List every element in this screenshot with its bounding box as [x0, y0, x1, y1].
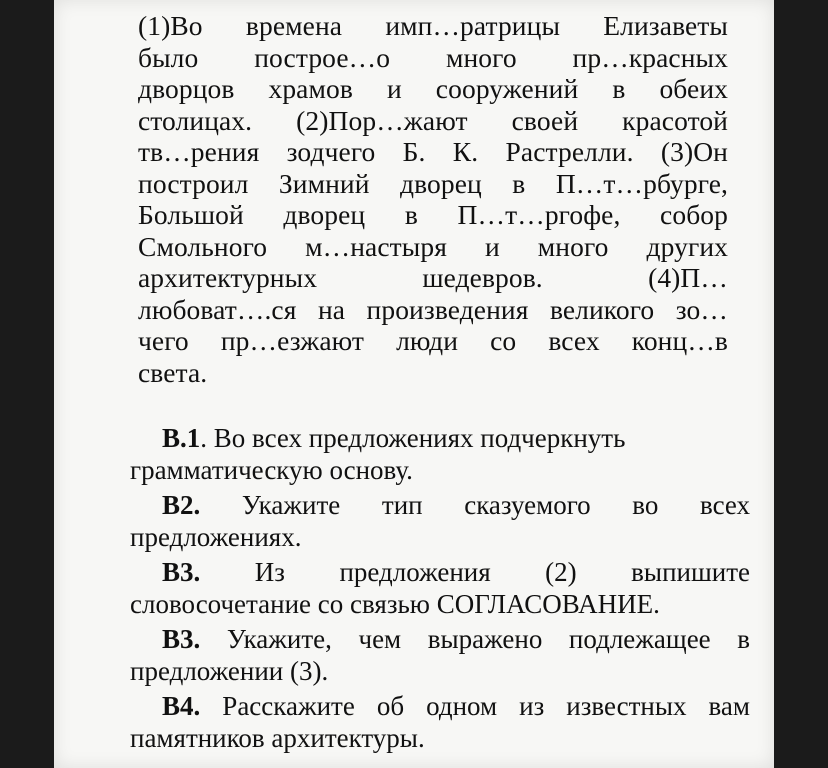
- task-first-line: [130, 623, 750, 655]
- task-item: [130, 422, 750, 486]
- task-item: [130, 489, 750, 553]
- text-passage: [138, 10, 728, 388]
- passage-line: столицах. (2)Пор…жают своей красотой: [138, 104, 728, 136]
- task-text: Расскажите об одном из известных вам: [222, 691, 751, 721]
- task-text: . Во всех предложениях подчеркнуть: [200, 423, 626, 453]
- task-number: В2.: [162, 490, 201, 520]
- passage-line: Большой дворец в П…т…ргофе, собор: [138, 199, 728, 230]
- task-first-line: [130, 422, 750, 454]
- task-item: [130, 556, 750, 620]
- passage-line: построил Зимний дворец в П…т…рбурге,: [138, 167, 728, 199]
- task-list: [130, 422, 750, 757]
- passage-line: любоват….ся на произведения великого зо…: [138, 293, 728, 325]
- passage-line: света.: [138, 356, 208, 388]
- task-first-line: [130, 556, 750, 588]
- passage-line: чего пр…езжают люди со всех конц…в: [138, 325, 728, 356]
- task-second-line: грамматическую основу.: [130, 455, 413, 485]
- passage-line: (1)Во времена имп…ратрицы Елизаветы: [138, 10, 728, 41]
- task-number: В3.: [162, 557, 201, 587]
- task-item: [130, 690, 750, 754]
- task-first-line: [130, 489, 750, 521]
- task-first-line: [130, 690, 750, 722]
- task-number: В.1: [162, 423, 201, 453]
- task-text: Укажите тип сказуемого во всех: [241, 490, 751, 520]
- task-item: [130, 623, 750, 687]
- document-page: [54, 0, 774, 768]
- passage-line: тв…рения зодчего Б. К. Растрелли. (3)Он: [138, 136, 728, 167]
- task-second-line: предложении (3).: [130, 656, 329, 686]
- task-second-line: памятников архитектуры.: [130, 723, 425, 753]
- passage-line: архитектурных шедевров. (4)П…: [138, 262, 728, 293]
- task-second-line: словосочетание со связью СОГЛАСОВАНИЕ.: [130, 589, 660, 619]
- passage-line: Смольного м…настыря и много других: [138, 230, 728, 262]
- task-number: В4.: [162, 691, 201, 721]
- task-text: Укажите, чем выражено подлежащее в: [226, 624, 750, 654]
- passage-line: дворцов храмов и сооружений в обеих: [138, 73, 728, 104]
- passage-line: было построе…о много пр…красных: [138, 41, 728, 73]
- task-text: Из предложения (2) выпишите: [254, 557, 750, 587]
- task-second-line: предложениях.: [130, 522, 302, 552]
- task-number: В3.: [162, 624, 201, 654]
